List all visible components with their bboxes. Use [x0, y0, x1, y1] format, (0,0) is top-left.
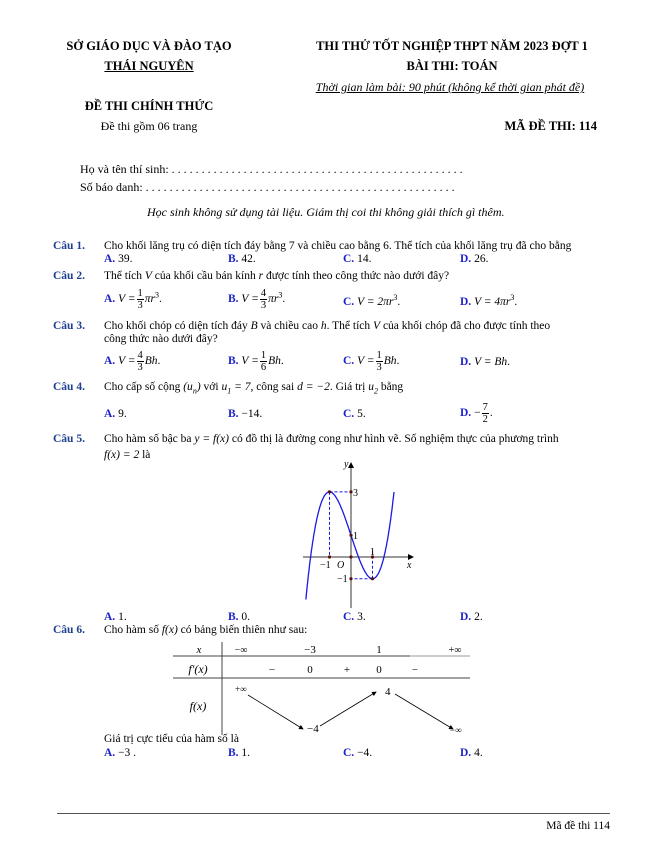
question-6-label: Câu 6. — [53, 624, 85, 636]
denominator: 3 — [137, 300, 143, 311]
option-value: −14. — [241, 408, 263, 420]
option-letter: A. — [104, 611, 116, 623]
candidate-name-dots: . . . . . . . . . . . . . . . . . . . . . . . . . . . . . . . . . . . . . . . . . . . . . . . . . — [171, 162, 463, 176]
option-value: 26. — [474, 253, 489, 265]
decreasing-arrow — [248, 695, 303, 729]
y-axis-label: y — [344, 460, 349, 470]
option-value: 5. — [357, 408, 366, 420]
fraction — [376, 350, 383, 373]
numerator: 1 — [376, 350, 382, 361]
option-value: 9. — [118, 408, 127, 420]
period: . — [159, 293, 162, 306]
math-var: r — [258, 270, 264, 282]
candidate-id-dots: . . . . . . . . . . . . . . . . . . . . . . . . . . . . . . . . . . . . . . . . . . . . . . . . . . . . — [145, 180, 455, 194]
origin-label: O — [337, 560, 345, 571]
fraction — [260, 350, 267, 373]
subject-title: BÀI THI: TOÁN — [406, 59, 498, 73]
option-letter: B. — [228, 611, 239, 623]
period: . — [396, 355, 400, 368]
fraction — [260, 288, 267, 311]
option-letter: D. — [460, 356, 472, 368]
math-lhs: V = — [357, 355, 375, 368]
text: . Thể tích — [326, 320, 371, 332]
q3-option-a[interactable] — [104, 350, 160, 373]
text: , công sai — [250, 381, 295, 393]
candidate-id-field — [80, 180, 455, 195]
option-value: 3. — [357, 611, 366, 623]
text: là — [142, 449, 151, 461]
sequence-notation — [183, 381, 201, 396]
q3-option-d[interactable] — [460, 356, 510, 368]
period: . — [507, 356, 511, 368]
period: . — [514, 295, 518, 308]
math-rhs: πr — [268, 293, 279, 306]
q5-option-a[interactable] — [104, 611, 127, 623]
fraction — [137, 350, 144, 373]
math-var: ) — [196, 381, 201, 393]
denominator: 6 — [260, 362, 267, 373]
math-var: h — [320, 320, 327, 332]
text: của khối chóp đã cho được tính theo — [382, 320, 551, 332]
graph-point — [328, 555, 331, 558]
q4-option-c[interactable] — [343, 408, 366, 420]
math-var: (u — [183, 381, 193, 393]
second-term — [368, 381, 378, 396]
derivative-sign: − — [411, 664, 419, 676]
numerator: 4 — [137, 350, 143, 361]
fraction — [137, 288, 144, 311]
province-name: THÁI NGUYÊN — [104, 59, 194, 73]
variation-table — [170, 640, 480, 740]
option-letter: C. — [343, 408, 355, 420]
f-value-min: −4 — [307, 723, 319, 735]
question-2-text — [104, 270, 449, 282]
subscript: 1 — [227, 386, 232, 396]
row-x-label: x — [196, 644, 202, 656]
x-value-1: 1 — [376, 644, 382, 656]
text: Thể tích — [104, 270, 142, 282]
option-letter: D. — [460, 611, 472, 623]
option-letter: C. — [343, 355, 355, 368]
q6-option-d[interactable] — [460, 747, 483, 759]
derivative-sign: + — [343, 664, 351, 676]
x-value-neg-infinity: −∞ — [234, 645, 248, 656]
q4-option-d[interactable] — [460, 402, 493, 425]
question-6-text — [104, 624, 307, 636]
text: Cho khối chóp có diện tích đáy — [104, 320, 248, 332]
exam-title: THI THỬ TỐT NGHIỆP THPT NĂM 2023 ĐỢT 1 — [316, 39, 588, 53]
option-value: 39. — [118, 253, 133, 265]
q5-option-c[interactable] — [343, 611, 366, 623]
option-letter: D. — [460, 407, 472, 420]
numerator: 4 — [260, 288, 267, 299]
math-expression: f(x) = 2 — [104, 449, 140, 461]
question-3-label: Câu 3. — [53, 320, 85, 332]
denominator: 3 — [137, 362, 143, 373]
text: bằng — [380, 381, 404, 393]
denominator: 3 — [376, 362, 382, 373]
derivative-zero: 0 — [307, 664, 313, 676]
subscript: 2 — [373, 386, 378, 396]
row-derivative-label: f′(x) — [188, 662, 208, 676]
candidate-name-label: Họ và tên thí sinh: — [80, 162, 169, 176]
q5-option-b[interactable] — [228, 611, 250, 623]
option-letter: B. — [228, 293, 239, 306]
option-letter: C. — [343, 747, 355, 759]
option-letter: A. — [104, 408, 116, 420]
math-expression: y = f(x) — [194, 433, 229, 445]
footer-exam-code: Mã đề thi 114 — [546, 820, 610, 832]
numerator: 1 — [137, 288, 143, 299]
derivative-zero: 0 — [376, 664, 382, 676]
exam-code: MÃ ĐỀ THI: 114 — [504, 119, 597, 133]
option-letter: C. — [343, 611, 355, 623]
derivative-sign: − — [268, 664, 276, 676]
option-letter: B. — [228, 253, 239, 265]
x-axis-label: x — [407, 560, 412, 571]
denominator: 3 — [260, 300, 267, 311]
math-var: V — [373, 320, 381, 332]
department-name: SỞ GIÁO DỤC VÀ ĐÀO TẠO — [66, 39, 232, 53]
question-5-label: Câu 5. — [53, 433, 85, 445]
cubic-function-graph — [285, 460, 425, 610]
period: . — [282, 293, 286, 306]
denominator: 2 — [482, 414, 488, 425]
q3-option-c[interactable] — [343, 350, 399, 373]
question-2-label: Câu 2. — [53, 270, 85, 282]
period: . — [397, 295, 401, 308]
q3-option-b[interactable] — [228, 350, 284, 373]
exponent: 3 — [393, 293, 398, 302]
text: và chiều cao — [260, 320, 318, 332]
numerator: 1 — [260, 350, 267, 361]
math-rhs: Bh — [268, 355, 281, 368]
math-rhs: πr — [144, 293, 156, 306]
tick-label-x-neg1: −1 — [320, 560, 331, 571]
candidate-name-field — [80, 162, 463, 177]
q1-option-d[interactable] — [460, 253, 488, 265]
option-letter: A. — [104, 355, 116, 368]
math-rhs: Bh — [383, 355, 397, 368]
q6-option-a[interactable] — [104, 747, 136, 759]
exam-note: Học sinh không sử dụng tài liệu. Giám thị coi thi không giải thích gì thêm. — [147, 205, 505, 219]
q4-option-a[interactable] — [104, 408, 127, 420]
math-var: V — [144, 270, 152, 282]
option-value: 42. — [241, 253, 256, 265]
q6-option-b[interactable] — [228, 747, 250, 759]
q5-option-d[interactable] — [460, 611, 483, 623]
text: có bảng biến thiên như sau: — [180, 624, 308, 636]
x-value-pos-infinity: +∞ — [448, 645, 462, 656]
option-value: −3 . — [118, 747, 137, 759]
option-letter: D. — [460, 747, 472, 759]
text: Cho hàm số bậc ba — [104, 433, 192, 445]
option-letter: A. — [104, 747, 116, 759]
option-letter: B. — [228, 355, 239, 368]
numerator: 7 — [482, 402, 488, 413]
question-5-text — [104, 433, 559, 445]
text: Cho hàm số — [104, 624, 159, 636]
period: . — [280, 355, 284, 368]
question-1-label: Câu 1. — [53, 240, 85, 252]
page-count: Đề thi gồm 06 trang — [100, 119, 198, 133]
option-letter: B. — [228, 747, 239, 759]
option-value: 2. — [474, 611, 483, 623]
text: Cho cấp số cộng — [104, 381, 181, 393]
f-value-max: 4 — [385, 686, 391, 698]
option-value: 0. — [241, 611, 251, 623]
option-letter: B. — [228, 408, 239, 420]
period: . — [157, 355, 161, 368]
f-value-start: +∞ — [235, 684, 247, 694]
time-limit: Thời gian làm bài: 90 phút (không kể thời gian phát đề) — [315, 80, 585, 94]
text: của khối cầu bán kính — [154, 270, 256, 282]
tick-label-x-1: 1 — [370, 547, 375, 558]
math-var: = 7 — [234, 381, 251, 393]
option-value: 14. — [357, 253, 372, 265]
subscript: n — [192, 386, 197, 396]
exponent: 3 — [278, 290, 283, 300]
q1-option-a[interactable] — [104, 253, 132, 265]
exponent: 3 — [155, 290, 160, 300]
q6-option-c[interactable] — [343, 747, 372, 759]
graph-point — [349, 555, 352, 558]
option-letter: D. — [460, 295, 472, 308]
q2-option-b[interactable] — [228, 288, 285, 311]
q1-option-c[interactable] — [343, 253, 371, 265]
q2-option-d[interactable] — [460, 293, 517, 308]
cubic-curve — [306, 492, 394, 600]
text: với — [203, 381, 219, 393]
option-letter: D. — [460, 253, 472, 265]
option-value: 1. — [118, 611, 127, 623]
math-var: d = −2 — [297, 381, 330, 393]
option-letter: A. — [104, 253, 116, 265]
tick-label-y-neg1: −1 — [337, 574, 348, 585]
official-label: ĐỀ THI CHÍNH THỨC — [84, 99, 214, 113]
math-expression: V = 2πr — [357, 295, 394, 308]
text: có đồ thị là đường cong như hình vẽ. Số nghiệm thực của phương trình — [231, 433, 559, 445]
question-5-text-line2 — [104, 449, 150, 461]
option-value: 4. — [474, 747, 483, 759]
q4-option-b[interactable] — [228, 408, 262, 420]
option-letter: C. — [343, 253, 355, 265]
q2-option-a[interactable] — [104, 288, 162, 311]
exponent: 3 — [510, 293, 515, 302]
minus-sign: − — [474, 407, 481, 420]
text: . Giá trị — [329, 381, 366, 393]
q1-option-b[interactable] — [228, 253, 256, 265]
graph-point — [349, 577, 352, 580]
candidate-id-label: Số báo danh: — [80, 180, 143, 194]
tick-label-y-1: 1 — [353, 531, 358, 542]
decreasing-arrow — [395, 694, 453, 729]
option-letter: A. — [104, 293, 116, 306]
question-4-text — [104, 381, 403, 395]
math-lhs: V = — [118, 355, 136, 368]
math-expression: f(x) — [161, 624, 178, 636]
question-1-text: Cho khối lăng trụ có diện tích đáy bằng 7 và chiều cao bằng 6. Thể tích của khối lăng trụ đã cho bằng — [104, 240, 572, 252]
text: được tính theo công thức nào dưới đây? — [265, 270, 450, 282]
graph-point — [328, 490, 331, 493]
math-rhs: Bh — [144, 355, 158, 368]
question-4-label: Câu 4. — [53, 381, 85, 393]
math-var: u — [221, 381, 228, 393]
tick-label-y-3: 3 — [353, 488, 358, 499]
math-var: u — [368, 381, 374, 393]
math-var: B — [250, 320, 258, 332]
question-3-text-line2: công thức nào dưới đây? — [104, 333, 218, 345]
math-expression: V = Bh — [474, 356, 508, 368]
f-value-end: −∞ — [450, 725, 462, 735]
math-lhs: V = — [241, 355, 259, 368]
math-lhs: V = — [241, 293, 259, 306]
option-letter: C. — [343, 295, 355, 308]
increasing-arrow — [320, 692, 376, 726]
math-lhs: V = — [118, 293, 136, 306]
row-function-label: f(x) — [189, 699, 207, 713]
math-expression: V = 4πr — [474, 295, 511, 308]
graph-point — [371, 577, 374, 580]
fraction — [482, 402, 489, 425]
period: . — [489, 407, 493, 420]
question-3-text — [104, 320, 550, 332]
q2-option-c[interactable] — [343, 293, 400, 308]
option-value: 1. — [241, 747, 251, 759]
first-term — [221, 381, 251, 396]
x-value-neg3: −3 — [304, 644, 316, 656]
question-6-prompt: Giá trị cực tiểu của hàm số là — [104, 733, 239, 745]
option-value: −4. — [357, 747, 373, 759]
footer-divider — [57, 813, 610, 814]
